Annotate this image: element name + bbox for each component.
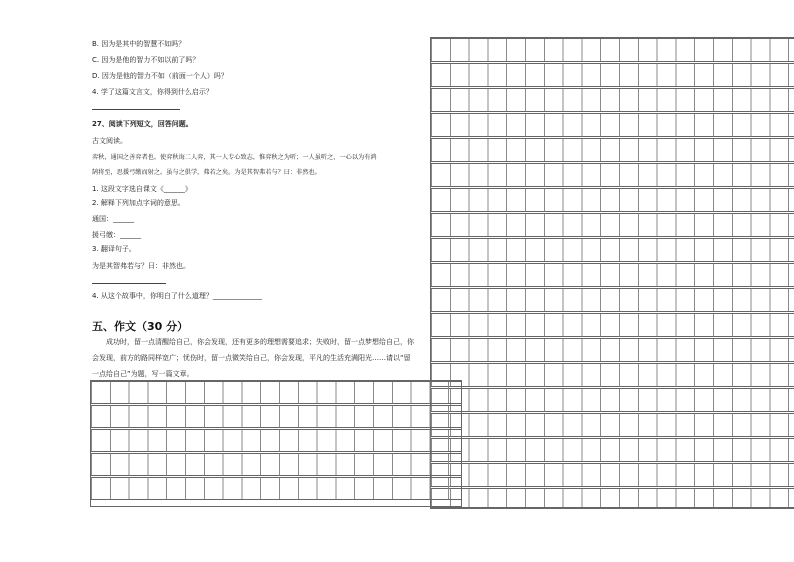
grid-row[interactable] <box>431 88 794 112</box>
grid-row[interactable] <box>431 138 794 162</box>
q27-2: 2. 解释下列加点字词的意思。 <box>92 199 185 207</box>
option-d: D. 因为是他的智力不如（前面一个人）吗？ <box>92 72 228 80</box>
passage-line-2: 鹄将至，思援弓缴而射之。虽与之俱学，弗若之矣。为是其智弗若与？曰：非然也。 <box>92 169 321 176</box>
grid-row[interactable] <box>91 429 461 452</box>
grid-row[interactable] <box>431 163 794 187</box>
grid-row[interactable] <box>431 213 794 237</box>
passage-line-1: 弈秋，通国之善弈者也。使弈秋诲二人弈，其一人专心致志，惟弈秋之为听；一人虽听之，一心以为有鸿 <box>92 154 377 161</box>
essay-grid-left[interactable] <box>90 380 462 507</box>
grid-row[interactable] <box>431 388 794 412</box>
grid-row[interactable] <box>91 381 461 404</box>
question-4-a: 4. 学了这篇文言文，你得到什么启示？ <box>92 88 213 96</box>
option-b: B. 因为是其中的智慧不如吗？ <box>92 40 186 48</box>
grid-row[interactable] <box>431 63 794 87</box>
essay-prompt-line-1: 成功时，留一点清醒给自己，你会发现，还有更多的理想需要追求；失败时，留一点梦想给自己，你 <box>106 338 414 346</box>
essay-prompt-line-2: 会发现，前方的路同样宽广；忧伤时，留一点微笑给自己，你会发现，平凡的生活充满阳光……请以“留 <box>92 354 411 362</box>
answer-line <box>92 283 166 284</box>
grid-row[interactable] <box>431 463 794 487</box>
q27-1: 1. 这段文字选自课文《______》 <box>92 185 192 193</box>
q27-4: 4. 从这个故事中，你明白了什么道理？______________ <box>92 292 262 300</box>
section-5-title: 五、作文（30 分） <box>92 320 189 333</box>
grid-row[interactable] <box>431 238 794 262</box>
ancient-reading-label: 古文阅读。 <box>92 137 127 145</box>
grid-row[interactable] <box>91 405 461 428</box>
grid-row[interactable] <box>431 438 794 462</box>
grid-row[interactable] <box>431 338 794 362</box>
option-c: C. 因为是他的智力不如以前了吗？ <box>92 56 200 64</box>
grid-row[interactable] <box>431 363 794 387</box>
grid-row[interactable] <box>431 263 794 287</box>
grid-row[interactable] <box>431 488 794 508</box>
essay-grid-right[interactable] <box>430 37 794 509</box>
q27-word-1: 通国：______ <box>92 215 134 223</box>
grid-row[interactable] <box>431 413 794 437</box>
q27-word-2: 援弓缴：______ <box>92 231 141 239</box>
grid-row[interactable] <box>431 38 794 62</box>
q27-3: 3. 翻译句子。 <box>92 245 136 253</box>
grid-row[interactable] <box>91 453 461 476</box>
q27-sentence: 为是其智弗若与？曰：非然也。 <box>92 262 190 270</box>
grid-row[interactable] <box>431 288 794 312</box>
grid-row[interactable] <box>431 188 794 212</box>
answer-line <box>92 109 180 110</box>
essay-prompt-line-3: 一点给自己”为题，写一篇文章。 <box>92 370 194 378</box>
grid-row[interactable] <box>431 113 794 137</box>
grid-row[interactable] <box>431 313 794 337</box>
question-27-heading: 27、阅读下列短文，回答问题。 <box>92 120 193 128</box>
grid-row[interactable] <box>91 477 461 500</box>
